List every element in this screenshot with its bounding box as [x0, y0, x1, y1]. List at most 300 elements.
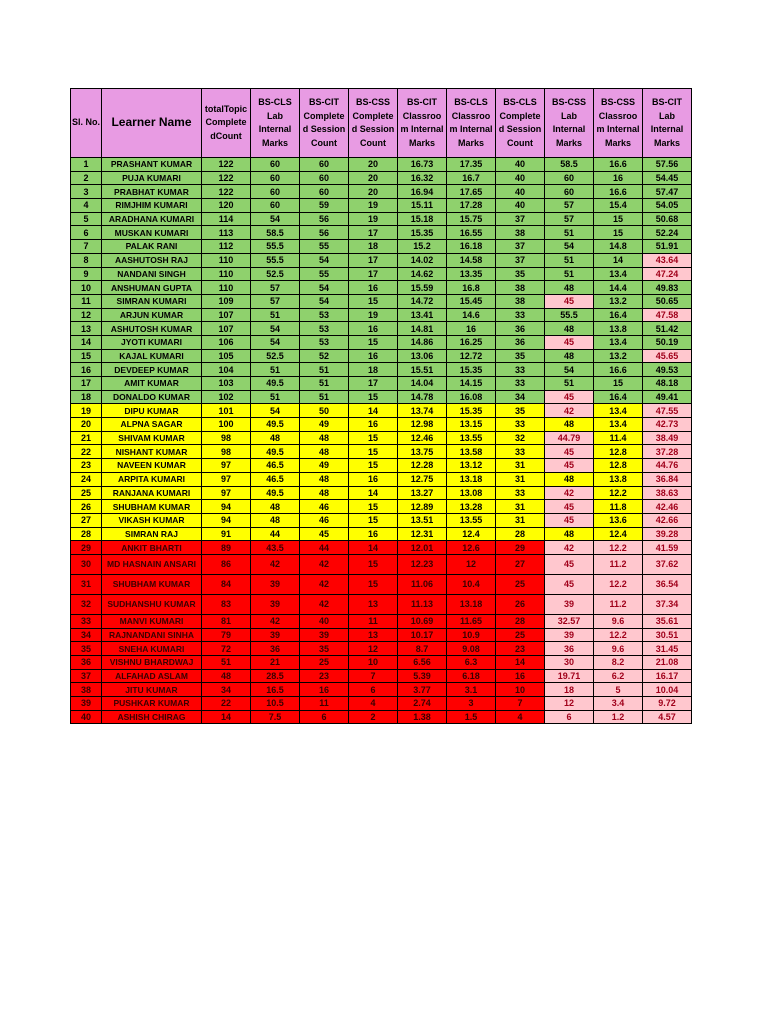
cell-bs-cit-session-count: 6	[300, 710, 349, 724]
cell-bs-css-classroom-marks: 1.2	[594, 710, 643, 724]
cell-bs-css-lab-marks: 39	[545, 594, 594, 614]
cell-bs-cit-lab-marks: 44.76	[643, 459, 692, 473]
cell-bs-css-lab-marks: 45	[545, 294, 594, 308]
cell-total-topic: 94	[202, 513, 251, 527]
cell-bs-css-session-count: 15	[349, 445, 398, 459]
cell-bs-cls-lab-marks: 57	[251, 294, 300, 308]
cell-bs-cls-session-count: 31	[496, 472, 545, 486]
cell-total-topic: 112	[202, 240, 251, 254]
cell-bs-css-session-count: 18	[349, 363, 398, 377]
cell-bs-cls-lab-marks: 49.5	[251, 418, 300, 432]
cell-bs-css-session-count: 11	[349, 614, 398, 628]
cell-bs-css-lab-marks: 48	[545, 349, 594, 363]
cell-bs-cls-lab-marks: 48	[251, 431, 300, 445]
cell-learner-name: NAVEEN KUMAR	[102, 459, 202, 473]
cell-bs-cit-classroom-marks: 14.04	[398, 377, 447, 391]
cell-total-topic: 97	[202, 472, 251, 486]
cell-bs-css-session-count: 19	[349, 212, 398, 226]
cell-bs-cit-session-count: 56	[300, 212, 349, 226]
table-row	[71, 171, 692, 185]
table-row	[71, 642, 692, 656]
cell-bs-css-session-count: 20	[349, 185, 398, 199]
cell-bs-cls-lab-marks: 51	[251, 390, 300, 404]
cell-bs-css-session-count: 15	[349, 335, 398, 349]
cell-total-topic: 34	[202, 683, 251, 697]
cell-bs-cit-session-count: 54	[300, 294, 349, 308]
cell-bs-cls-classroom-marks: 15.35	[447, 363, 496, 377]
header-total-topic: totalTopic Complete dCount	[202, 89, 251, 158]
cell-sl-no: 15	[71, 349, 102, 363]
cell-bs-cls-session-count: 36	[496, 335, 545, 349]
cell-bs-cit-lab-marks: 50.68	[643, 212, 692, 226]
table-row	[71, 628, 692, 642]
cell-bs-css-classroom-marks: 11.4	[594, 431, 643, 445]
cell-sl-no: 26	[71, 500, 102, 514]
cell-bs-css-session-count: 15	[349, 513, 398, 527]
cell-learner-name: KAJAL KUMARI	[102, 349, 202, 363]
cell-bs-css-lab-marks: 18	[545, 683, 594, 697]
table-row	[71, 710, 692, 724]
cell-bs-cit-session-count: 51	[300, 363, 349, 377]
cell-learner-name: SUDHANSHU KUMAR	[102, 594, 202, 614]
cell-bs-cit-session-count: 40	[300, 614, 349, 628]
cell-bs-cit-lab-marks: 4.57	[643, 710, 692, 724]
cell-total-topic: 97	[202, 459, 251, 473]
table-row	[71, 614, 692, 628]
cell-sl-no: 36	[71, 656, 102, 670]
cell-bs-css-session-count: 17	[349, 253, 398, 267]
cell-bs-cls-lab-marks: 49.5	[251, 486, 300, 500]
cell-bs-cit-classroom-marks: 14.78	[398, 390, 447, 404]
cell-bs-css-classroom-marks: 12.2	[594, 541, 643, 555]
cell-bs-cit-session-count: 60	[300, 158, 349, 172]
table-row	[71, 308, 692, 322]
cell-bs-cls-classroom-marks: 15.35	[447, 404, 496, 418]
cell-learner-name: RIMJHIM KUMARI	[102, 199, 202, 213]
cell-learner-name: ARJUN KUMAR	[102, 308, 202, 322]
cell-bs-cls-session-count: 14	[496, 656, 545, 670]
cell-learner-name: ANSHUMAN GUPTA	[102, 281, 202, 295]
cell-bs-cit-session-count: 45	[300, 527, 349, 541]
cell-bs-cls-session-count: 33	[496, 377, 545, 391]
header-bs-css-lab-marks: BS-CSS Lab Internal Marks	[545, 89, 594, 158]
cell-learner-name: JITU KUMAR	[102, 683, 202, 697]
cell-bs-cls-classroom-marks: 12.4	[447, 527, 496, 541]
header-bs-cls-session-count: BS-CLS Complete d Session Count	[496, 89, 545, 158]
cell-bs-cls-session-count: 26	[496, 594, 545, 614]
cell-bs-css-classroom-marks: 12.8	[594, 459, 643, 473]
cell-bs-cit-classroom-marks: 16.73	[398, 158, 447, 172]
cell-bs-css-lab-marks: 42	[545, 404, 594, 418]
cell-sl-no: 14	[71, 335, 102, 349]
cell-bs-cit-lab-marks: 52.24	[643, 226, 692, 240]
cell-sl-no: 28	[71, 527, 102, 541]
cell-bs-cls-classroom-marks: 13.12	[447, 459, 496, 473]
cell-sl-no: 8	[71, 253, 102, 267]
cell-bs-cls-lab-marks: 39	[251, 594, 300, 614]
cell-sl-no: 22	[71, 445, 102, 459]
cell-bs-cit-classroom-marks: 10.17	[398, 628, 447, 642]
cell-sl-no: 39	[71, 697, 102, 711]
cell-bs-cit-classroom-marks: 2.74	[398, 697, 447, 711]
cell-bs-cls-lab-marks: 58.5	[251, 226, 300, 240]
cell-bs-cls-classroom-marks: 16.25	[447, 335, 496, 349]
header-bs-cit-classroom-marks: BS-CIT Classroo m Internal Marks	[398, 89, 447, 158]
cell-bs-cls-classroom-marks: 6.3	[447, 656, 496, 670]
cell-bs-css-lab-marks: 48	[545, 322, 594, 336]
cell-bs-cls-lab-marks: 60	[251, 199, 300, 213]
cell-bs-cls-lab-marks: 7.5	[251, 710, 300, 724]
cell-bs-css-classroom-marks: 14	[594, 253, 643, 267]
cell-bs-cls-classroom-marks: 16.7	[447, 171, 496, 185]
cell-sl-no: 37	[71, 669, 102, 683]
cell-bs-css-session-count: 15	[349, 574, 398, 594]
cell-bs-cls-session-count: 35	[496, 404, 545, 418]
cell-bs-cit-session-count: 53	[300, 322, 349, 336]
cell-sl-no: 30	[71, 554, 102, 574]
cell-total-topic: 110	[202, 253, 251, 267]
cell-sl-no: 6	[71, 226, 102, 240]
cell-bs-css-lab-marks: 39	[545, 628, 594, 642]
cell-bs-css-classroom-marks: 13.4	[594, 335, 643, 349]
cell-bs-cit-lab-marks: 36.84	[643, 472, 692, 486]
cell-bs-cit-classroom-marks: 12.89	[398, 500, 447, 514]
table-row	[71, 697, 692, 711]
cell-learner-name: JYOTI KUMARI	[102, 335, 202, 349]
cell-total-topic: 110	[202, 267, 251, 281]
cell-bs-cls-lab-marks: 51	[251, 308, 300, 322]
cell-bs-css-session-count: 17	[349, 267, 398, 281]
cell-bs-cit-lab-marks: 9.72	[643, 697, 692, 711]
cell-bs-cls-session-count: 28	[496, 614, 545, 628]
cell-learner-name: ARADHANA KUMARI	[102, 212, 202, 226]
cell-bs-cit-session-count: 42	[300, 574, 349, 594]
cell-bs-css-classroom-marks: 16.6	[594, 185, 643, 199]
cell-learner-name: DIPU KUMAR	[102, 404, 202, 418]
cell-bs-cls-session-count: 37	[496, 240, 545, 254]
header-bs-cit-session-count: BS-CIT Complete d Session Count	[300, 89, 349, 158]
header-bs-cls-classroom-marks: BS-CLS Classroo m Internal Marks	[447, 89, 496, 158]
table-row	[71, 472, 692, 486]
cell-bs-css-classroom-marks: 3.4	[594, 697, 643, 711]
cell-bs-cls-lab-marks: 54	[251, 335, 300, 349]
cell-bs-cls-classroom-marks: 16.8	[447, 281, 496, 295]
table-row	[71, 656, 692, 670]
cell-bs-cit-lab-marks: 49.41	[643, 390, 692, 404]
cell-bs-css-classroom-marks: 15.4	[594, 199, 643, 213]
cell-bs-css-session-count: 14	[349, 486, 398, 500]
cell-bs-css-session-count: 6	[349, 683, 398, 697]
cell-bs-css-classroom-marks: 9.6	[594, 614, 643, 628]
cell-bs-cls-session-count: 25	[496, 574, 545, 594]
cell-bs-cit-session-count: 11	[300, 697, 349, 711]
cell-bs-cls-classroom-marks: 11.65	[447, 614, 496, 628]
cell-bs-css-session-count: 16	[349, 349, 398, 363]
table-row	[71, 240, 692, 254]
cell-bs-css-lab-marks: 45	[545, 459, 594, 473]
cell-bs-css-classroom-marks: 11.8	[594, 500, 643, 514]
cell-sl-no: 13	[71, 322, 102, 336]
cell-bs-css-lab-marks: 55.5	[545, 308, 594, 322]
cell-bs-css-session-count: 15	[349, 431, 398, 445]
cell-bs-cit-classroom-marks: 3.77	[398, 683, 447, 697]
cell-bs-css-lab-marks: 51	[545, 253, 594, 267]
cell-bs-cls-classroom-marks: 6.18	[447, 669, 496, 683]
cell-bs-css-classroom-marks: 13.2	[594, 349, 643, 363]
cell-bs-css-lab-marks: 48	[545, 418, 594, 432]
cell-bs-css-classroom-marks: 13.6	[594, 513, 643, 527]
cell-total-topic: 120	[202, 199, 251, 213]
cell-bs-cls-classroom-marks: 16	[447, 322, 496, 336]
cell-bs-cit-lab-marks: 57.56	[643, 158, 692, 172]
cell-bs-cls-session-count: 40	[496, 171, 545, 185]
cell-bs-css-lab-marks: 57	[545, 212, 594, 226]
cell-bs-css-session-count: 18	[349, 240, 398, 254]
cell-total-topic: 113	[202, 226, 251, 240]
cell-bs-cls-lab-marks: 39	[251, 628, 300, 642]
table-row	[71, 349, 692, 363]
cell-learner-name: SNEHA KUMARI	[102, 642, 202, 656]
cell-bs-cit-classroom-marks: 5.39	[398, 669, 447, 683]
cell-bs-cit-classroom-marks: 12.23	[398, 554, 447, 574]
table-row	[71, 322, 692, 336]
cell-bs-cit-lab-marks: 39.28	[643, 527, 692, 541]
cell-total-topic: 97	[202, 486, 251, 500]
cell-bs-cit-classroom-marks: 16.32	[398, 171, 447, 185]
cell-bs-css-lab-marks: 45	[545, 390, 594, 404]
cell-bs-cls-session-count: 40	[496, 185, 545, 199]
cell-bs-cls-lab-marks: 46.5	[251, 459, 300, 473]
cell-bs-cit-session-count: 51	[300, 390, 349, 404]
cell-bs-cls-classroom-marks: 13.08	[447, 486, 496, 500]
header-bs-css-session-count: BS-CSS Complete d Session Count	[349, 89, 398, 158]
cell-learner-name: MUSKAN KUMARI	[102, 226, 202, 240]
cell-total-topic: 104	[202, 363, 251, 377]
cell-total-topic: 98	[202, 445, 251, 459]
cell-learner-name: MANVI KUMARI	[102, 614, 202, 628]
cell-total-topic: 106	[202, 335, 251, 349]
cell-bs-cls-lab-marks: 54	[251, 212, 300, 226]
cell-bs-cit-lab-marks: 49.53	[643, 363, 692, 377]
cell-sl-no: 10	[71, 281, 102, 295]
cell-bs-css-classroom-marks: 13.4	[594, 267, 643, 281]
cell-bs-css-lab-marks: 48	[545, 527, 594, 541]
cell-bs-css-session-count: 17	[349, 377, 398, 391]
cell-bs-cls-session-count: 7	[496, 697, 545, 711]
cell-bs-cit-lab-marks: 51.42	[643, 322, 692, 336]
table-row	[71, 335, 692, 349]
cell-bs-cls-session-count: 32	[496, 431, 545, 445]
cell-bs-cls-classroom-marks: 13.55	[447, 431, 496, 445]
cell-total-topic: 86	[202, 554, 251, 574]
table-row	[71, 683, 692, 697]
cell-bs-css-lab-marks: 45	[545, 554, 594, 574]
cell-bs-cls-session-count: 33	[496, 363, 545, 377]
cell-bs-css-lab-marks: 54	[545, 240, 594, 254]
cell-total-topic: 14	[202, 710, 251, 724]
cell-bs-cit-classroom-marks: 12.46	[398, 431, 447, 445]
cell-bs-cit-lab-marks: 47.24	[643, 267, 692, 281]
cell-bs-cls-session-count: 37	[496, 212, 545, 226]
cell-learner-name: NISHANT KUMAR	[102, 445, 202, 459]
cell-bs-css-session-count: 15	[349, 500, 398, 514]
cell-bs-cit-lab-marks: 47.58	[643, 308, 692, 322]
cell-bs-cit-classroom-marks: 13.75	[398, 445, 447, 459]
cell-sl-no: 3	[71, 185, 102, 199]
cell-total-topic: 72	[202, 642, 251, 656]
table-row	[71, 377, 692, 391]
cell-total-topic: 122	[202, 158, 251, 172]
cell-total-topic: 103	[202, 377, 251, 391]
cell-sl-no: 33	[71, 614, 102, 628]
cell-sl-no: 31	[71, 574, 102, 594]
table-row	[71, 486, 692, 500]
cell-bs-css-session-count: 20	[349, 158, 398, 172]
cell-bs-cls-session-count: 35	[496, 349, 545, 363]
cell-bs-cit-classroom-marks: 14.86	[398, 335, 447, 349]
cell-bs-cit-lab-marks: 31.45	[643, 642, 692, 656]
header-sl-no: Sl. No.	[71, 89, 102, 158]
cell-bs-cit-session-count: 48	[300, 431, 349, 445]
cell-bs-css-lab-marks: 32.57	[545, 614, 594, 628]
cell-sl-no: 27	[71, 513, 102, 527]
cell-bs-css-classroom-marks: 16.4	[594, 390, 643, 404]
cell-bs-cit-lab-marks: 16.17	[643, 669, 692, 683]
cell-bs-cls-classroom-marks: 1.5	[447, 710, 496, 724]
cell-bs-cls-session-count: 33	[496, 308, 545, 322]
cell-sl-no: 24	[71, 472, 102, 486]
cell-bs-cit-session-count: 42	[300, 594, 349, 614]
cell-bs-css-classroom-marks: 11.2	[594, 554, 643, 574]
cell-sl-no: 20	[71, 418, 102, 432]
cell-bs-cls-classroom-marks: 14.15	[447, 377, 496, 391]
cell-bs-css-lab-marks: 19.71	[545, 669, 594, 683]
learner-marks-table	[70, 88, 692, 724]
cell-bs-cit-lab-marks: 42.46	[643, 500, 692, 514]
cell-bs-cls-classroom-marks: 16.08	[447, 390, 496, 404]
cell-bs-css-classroom-marks: 11.2	[594, 594, 643, 614]
cell-bs-css-classroom-marks: 9.6	[594, 642, 643, 656]
cell-bs-cit-classroom-marks: 15.2	[398, 240, 447, 254]
cell-sl-no: 21	[71, 431, 102, 445]
cell-learner-name: ALFAHAD ASLAM	[102, 669, 202, 683]
cell-bs-cls-classroom-marks: 13.35	[447, 267, 496, 281]
cell-sl-no: 7	[71, 240, 102, 254]
cell-sl-no: 23	[71, 459, 102, 473]
cell-total-topic: 94	[202, 500, 251, 514]
cell-bs-cls-classroom-marks: 13.55	[447, 513, 496, 527]
cell-sl-no: 34	[71, 628, 102, 642]
cell-bs-cit-session-count: 46	[300, 513, 349, 527]
table-row	[71, 513, 692, 527]
cell-bs-css-classroom-marks: 15	[594, 212, 643, 226]
cell-bs-cit-classroom-marks: 15.51	[398, 363, 447, 377]
cell-bs-cit-classroom-marks: 12.75	[398, 472, 447, 486]
cell-sl-no: 19	[71, 404, 102, 418]
cell-bs-cls-lab-marks: 48	[251, 500, 300, 514]
cell-learner-name: ANKIT BHARTI	[102, 541, 202, 555]
cell-learner-name: VISHNU BHARDWAJ	[102, 656, 202, 670]
cell-bs-cit-classroom-marks: 8.7	[398, 642, 447, 656]
cell-bs-css-lab-marks: 57	[545, 199, 594, 213]
cell-bs-cls-classroom-marks: 12.6	[447, 541, 496, 555]
cell-bs-css-classroom-marks: 15	[594, 226, 643, 240]
cell-bs-cit-lab-marks: 10.04	[643, 683, 692, 697]
cell-bs-css-session-count: 19	[349, 308, 398, 322]
cell-sl-no: 32	[71, 594, 102, 614]
cell-sl-no: 17	[71, 377, 102, 391]
cell-bs-cit-lab-marks: 38.63	[643, 486, 692, 500]
cell-total-topic: 107	[202, 308, 251, 322]
cell-bs-cls-session-count: 37	[496, 253, 545, 267]
cell-bs-cls-lab-marks: 28.5	[251, 669, 300, 683]
cell-bs-cit-lab-marks: 48.18	[643, 377, 692, 391]
cell-bs-cls-classroom-marks: 13.58	[447, 445, 496, 459]
cell-bs-cls-classroom-marks: 14.6	[447, 308, 496, 322]
cell-bs-cit-lab-marks: 57.47	[643, 185, 692, 199]
cell-bs-css-lab-marks: 60	[545, 171, 594, 185]
cell-bs-css-session-count: 14	[349, 541, 398, 555]
cell-total-topic: 83	[202, 594, 251, 614]
cell-bs-cls-session-count: 27	[496, 554, 545, 574]
cell-bs-cit-lab-marks: 37.28	[643, 445, 692, 459]
cell-bs-cit-lab-marks: 37.62	[643, 554, 692, 574]
cell-bs-cit-lab-marks: 21.08	[643, 656, 692, 670]
cell-bs-css-session-count: 16	[349, 281, 398, 295]
cell-bs-cls-lab-marks: 39	[251, 574, 300, 594]
cell-bs-cit-classroom-marks: 14.72	[398, 294, 447, 308]
cell-bs-css-session-count: 15	[349, 459, 398, 473]
header-learner-name: Learner Name	[102, 89, 202, 158]
cell-learner-name: DONALDO KUMAR	[102, 390, 202, 404]
cell-bs-cit-classroom-marks: 6.56	[398, 656, 447, 670]
cell-total-topic: 114	[202, 212, 251, 226]
cell-total-topic: 81	[202, 614, 251, 628]
cell-bs-cit-session-count: 52	[300, 349, 349, 363]
cell-total-topic: 48	[202, 669, 251, 683]
cell-bs-cit-session-count: 59	[300, 199, 349, 213]
cell-bs-cit-session-count: 54	[300, 281, 349, 295]
cell-sl-no: 4	[71, 199, 102, 213]
cell-bs-cls-lab-marks: 46.5	[251, 472, 300, 486]
cell-bs-css-lab-marks: 45	[545, 574, 594, 594]
cell-bs-cls-classroom-marks: 3	[447, 697, 496, 711]
cell-bs-cit-session-count: 56	[300, 226, 349, 240]
cell-bs-cls-lab-marks: 43.5	[251, 541, 300, 555]
cell-bs-css-session-count: 15	[349, 390, 398, 404]
cell-bs-css-classroom-marks: 16	[594, 171, 643, 185]
cell-bs-cls-session-count: 38	[496, 281, 545, 295]
cell-bs-cls-session-count: 16	[496, 669, 545, 683]
cell-bs-css-lab-marks: 12	[545, 697, 594, 711]
cell-bs-cit-classroom-marks: 15.11	[398, 199, 447, 213]
cell-bs-cit-classroom-marks: 14.02	[398, 253, 447, 267]
cell-bs-cit-lab-marks: 54.05	[643, 199, 692, 213]
cell-learner-name: SIMRAN KUMARI	[102, 294, 202, 308]
cell-learner-name: NANDANI SINGH	[102, 267, 202, 281]
cell-bs-css-classroom-marks: 13.8	[594, 472, 643, 486]
cell-sl-no: 25	[71, 486, 102, 500]
cell-bs-css-session-count: 15	[349, 294, 398, 308]
cell-sl-no: 9	[71, 267, 102, 281]
cell-bs-cit-classroom-marks: 15.18	[398, 212, 447, 226]
table-row	[71, 390, 692, 404]
cell-bs-cls-session-count: 38	[496, 294, 545, 308]
cell-bs-cls-session-count: 40	[496, 199, 545, 213]
cell-bs-cls-session-count: 31	[496, 513, 545, 527]
cell-bs-cit-lab-marks: 50.65	[643, 294, 692, 308]
cell-bs-cit-classroom-marks: 13.41	[398, 308, 447, 322]
